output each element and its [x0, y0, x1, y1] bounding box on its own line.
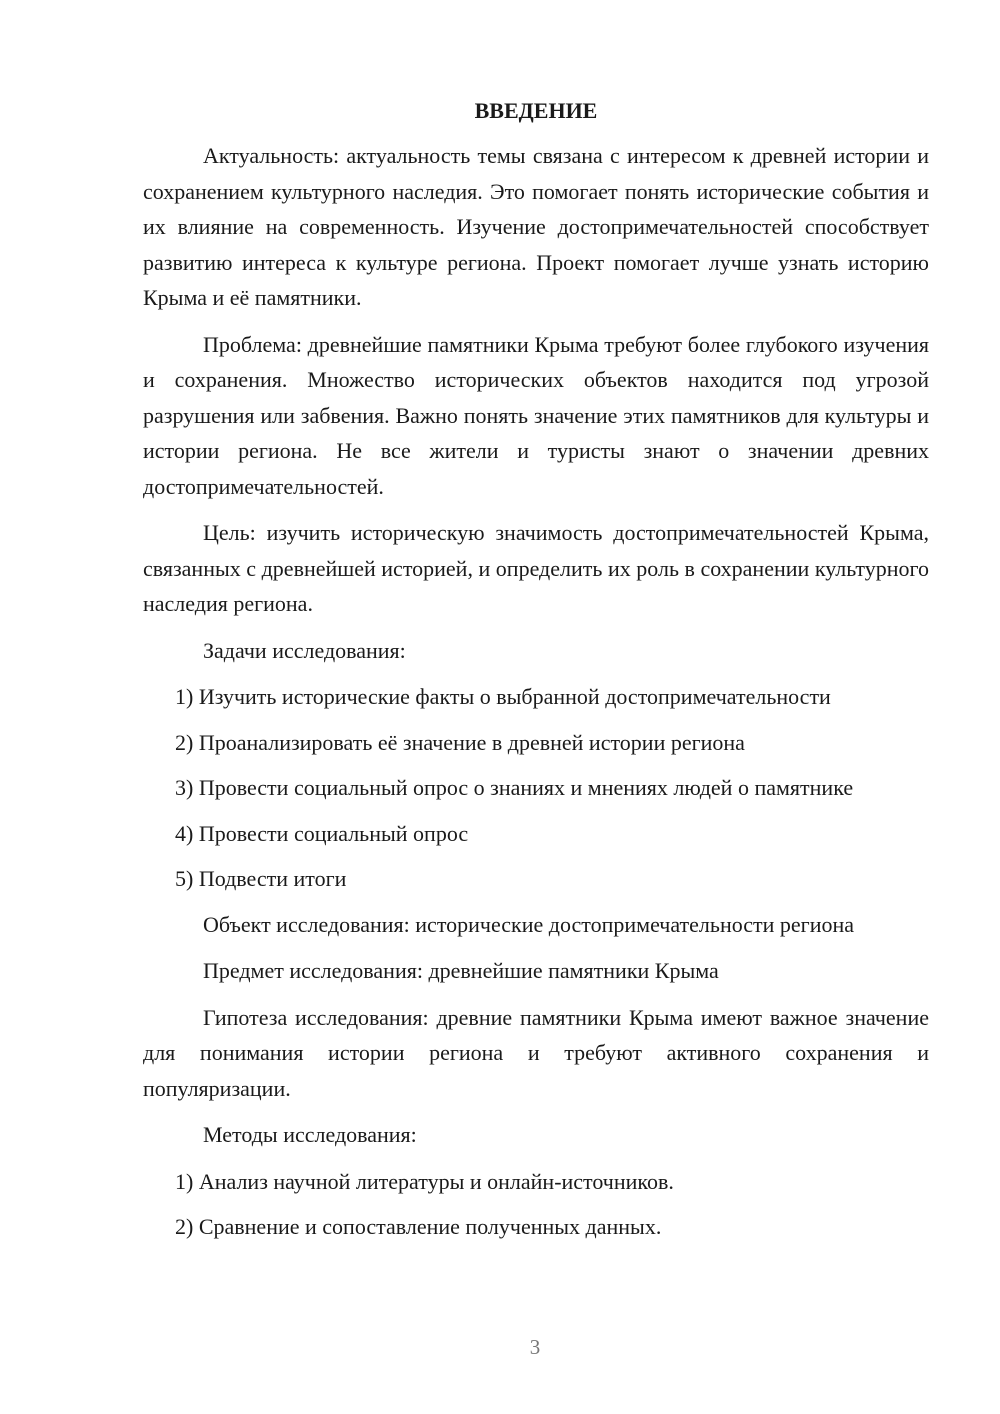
method-item-1: 1) Анализ научной литературы и онлайн-источников. [175, 1168, 674, 1194]
method-item-2: 2) Сравнение и сопоставление полученных данных. [175, 1214, 662, 1239]
relevance-paragraph: Актуальность: актуальность темы связана с интересом к древней истории и сохранением культурного наследия. Это помогает понять исторические события и их влияние на современность. Изучение достопримечательностей способствует развитию интереса к культуре региона. Проект помогает лучше узнать историю Крыма и её памятники. [143, 143, 929, 310]
page-title: ВВЕДЕНИЕ [474, 98, 598, 123]
tasks-heading: Задачи исследования: [203, 637, 406, 663]
task-item-3: 3) Провести социальный опрос о знаниях и мнениях людей о памятнике [175, 775, 854, 800]
methods-heading: Методы исследования: [203, 1122, 417, 1147]
object-paragraph: Объект исследования: исторические достопримечательности региона [203, 911, 855, 937]
problem-paragraph: Проблема: древнейшие памятники Крыма требуют более глубокого изучения и сохранения. Множество исторических объектов находится под угрозой разрушения или забвения. Важно понять значение этих памятников для культуры и истории региона. Не все жители и туристы знают о значении древних достопримечательностей. [143, 331, 929, 499]
hypothesis-paragraph: Гипотеза исследования: древние памятники Крыма имеют важное значение для понимания истории региона и требуют активного сохранения и популяризации. [143, 1004, 929, 1101]
goal-paragraph: Цель: изучить историческую значимость достопримечательностей Крыма, связанных с древнейшей историей, и определить их роль в сохранении культурного наследия региона. [143, 520, 929, 616]
page-number: 3 [529, 1335, 541, 1359]
task-item-4: 4) Провести социальный опрос [175, 820, 469, 846]
task-item-1: 1) Изучить исторические факты о выбранной достопримечательности [175, 684, 831, 709]
subject-paragraph: Предмет исследования: древнейшие памятники Крыма [203, 958, 719, 983]
task-item-2: 2) Проанализировать её значение в древней истории региона [175, 729, 745, 755]
task-item-5: 5) Подвести итоги [175, 866, 347, 891]
page-content [143, 96, 929, 1255]
